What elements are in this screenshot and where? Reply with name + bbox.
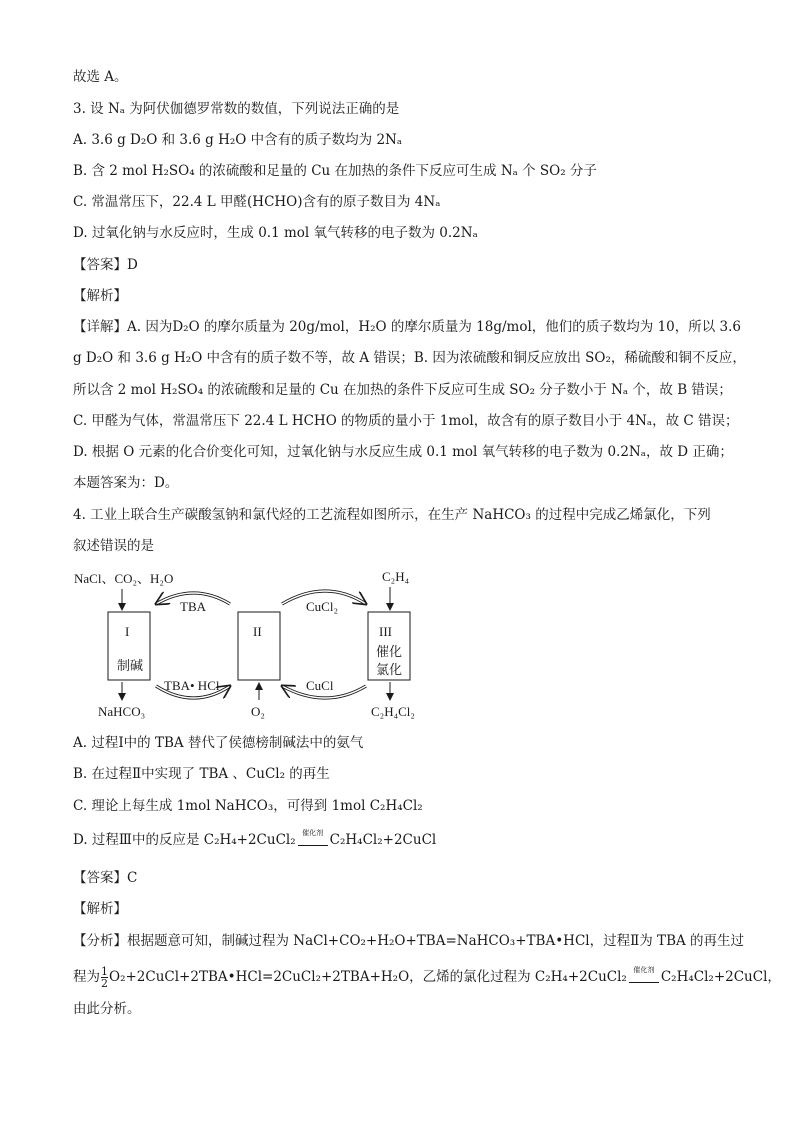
process-flow-diagram bbox=[70, 564, 430, 724]
arrow-label-tba: TBA bbox=[180, 599, 206, 614]
question-4-cont: 叙述错误的是 bbox=[73, 538, 154, 554]
analysis-line bbox=[73, 966, 781, 989]
arrow-label-tbahcl: TBA• HCl bbox=[164, 678, 220, 693]
option-4d bbox=[73, 831, 436, 849]
question-3: 3. 设 Nₐ 为阿伏伽德罗常数的数值，下列说法正确的是 bbox=[73, 101, 400, 117]
option-4d-pre: D. 过程Ⅲ中的反应是 C₂H₄+2CuCl₂ bbox=[73, 832, 296, 848]
detail-line: 【详解】A. 因为D₂O 的摩尔质量为 20g/mol，H₂O 的摩尔质量为 18g/mol，他们的质子数均为 10，所以 3.6 bbox=[73, 319, 742, 335]
answer-3: 【答案】D bbox=[73, 257, 138, 273]
fraction-numerator: 1 bbox=[101, 965, 108, 978]
analysis-prefix: 程为 bbox=[73, 969, 100, 985]
catalyst-label: 催化剂 bbox=[633, 966, 655, 974]
analysis-line: 由此分析。 bbox=[73, 1001, 141, 1017]
detail-line: g D₂O 和 3.6 g H₂O 中含有的质子数不等，故 A 错误；B. 因为浓硫酸和铜反应放出 SO₂，稀硫酸和铜不反应， bbox=[73, 350, 746, 366]
fraction-half bbox=[101, 966, 108, 989]
detail-line: D. 根据 O 元素的化合价变化可知，过氧化钠与水反应生成 0.1 mol 氧气转移的电子数为 0.2Nₐ，故 D 正确； bbox=[73, 444, 733, 460]
option-3a: A. 3.6 g D₂O 和 3.6 g H₂O 中含有的质子数均为 2Nₐ bbox=[73, 132, 403, 148]
process-box-2 bbox=[238, 612, 280, 680]
option-4d-post: C₂H₄Cl₂+2CuCl bbox=[329, 832, 437, 848]
catalyst-label: 催化剂 bbox=[302, 829, 324, 837]
arrow-label-cucl: CuCl bbox=[306, 678, 334, 693]
question-4: 4. 工业上联合生产碳酸氢钠和氯代烃的工艺流程如图所示，在生产 NaHCO₃ 的过程中完成乙烯氯化，下列 bbox=[73, 507, 711, 523]
option-4c: C. 理论上每生成 1mol NaHCO₃，可得到 1mol C₂H₄Cl₂ bbox=[73, 798, 423, 814]
box3-numeral: III bbox=[379, 624, 392, 639]
box1-numeral: I bbox=[125, 624, 130, 639]
output-label-3: C₂H₄Cl₂ bbox=[371, 704, 415, 719]
input-label-2: O₂ bbox=[251, 704, 265, 719]
detail-line: 所以含 2 mol H₂SO₄ 的浓硫酸和足量的 Cu 在加热的条件下反应可生成 SO₂ 分子数小于 Nₐ 个，故 B 错误； bbox=[73, 382, 732, 398]
fraction-denominator: 2 bbox=[101, 977, 108, 990]
input-label-1: NaCl、CO₂、H₂O bbox=[74, 571, 174, 586]
analysis-mid: O₂+2CuCl+2TBA•HCl=2CuCl₂+2TBA+H₂O，乙烯的氯化过程为 C₂H₄+2CuCl₂ bbox=[109, 969, 627, 985]
option-4b: B. 在过程Ⅱ中实现了 TBA 、CuCl₂ 的再生 bbox=[73, 766, 330, 782]
box3-label-a: 催化 bbox=[376, 644, 403, 659]
option-3b: B. 含 2 mol H₂SO₄ 的浓硫酸和足量的 Cu 在加热的条件下反应可生成 Nₐ 个 SO₂ 分子 bbox=[73, 163, 597, 179]
catalyst-condition bbox=[296, 831, 330, 849]
text-line: 故选 A。 bbox=[73, 69, 128, 85]
analysis-post: C₂H₄Cl₂+2CuCl， bbox=[660, 969, 781, 985]
analysis-3-heading: 【解析】 bbox=[73, 288, 127, 304]
box3-label-b: 氯化 bbox=[376, 662, 403, 677]
answer-4: 【答案】C bbox=[73, 870, 138, 886]
option-3c: C. 常温常压下，22.4 L 甲醛(HCHO)含有的原子数目为 4Nₐ bbox=[73, 194, 441, 210]
detail-line: 本题答案为：D。 bbox=[73, 475, 179, 491]
catalyst-condition bbox=[627, 968, 661, 986]
box1-label: 制碱 bbox=[117, 658, 144, 673]
detail-line: C. 甲醛为气体，常温常压下 22.4 L HCHO 的物质的量小于 1mol，故含有的原子数目小于 4Nₐ，故 C 错误； bbox=[73, 413, 739, 429]
output-label-1: NaHCO₃ bbox=[98, 704, 146, 719]
analysis-line: 【分析】根据题意可知，制碱过程为 NaCl+CO₂+H₂O+TBA=NaHCO₃+TBA•HCl，过程Ⅱ为 TBA 的再生过 bbox=[73, 933, 745, 949]
input-label-3: C₂H₄ bbox=[382, 569, 410, 584]
analysis-4-heading: 【解析】 bbox=[73, 901, 127, 917]
box2-numeral: II bbox=[253, 624, 262, 639]
option-4a: A. 过程Ⅰ中的 TBA 替代了侯德榜制碱法中的氨气 bbox=[73, 735, 364, 751]
arrow-label-cucl2: CuCl₂ bbox=[306, 599, 338, 614]
option-3d: D. 过氧化钠与水反应时，生成 0.1 mol 氧气转移的电子数为 0.2Nₐ bbox=[73, 225, 478, 241]
